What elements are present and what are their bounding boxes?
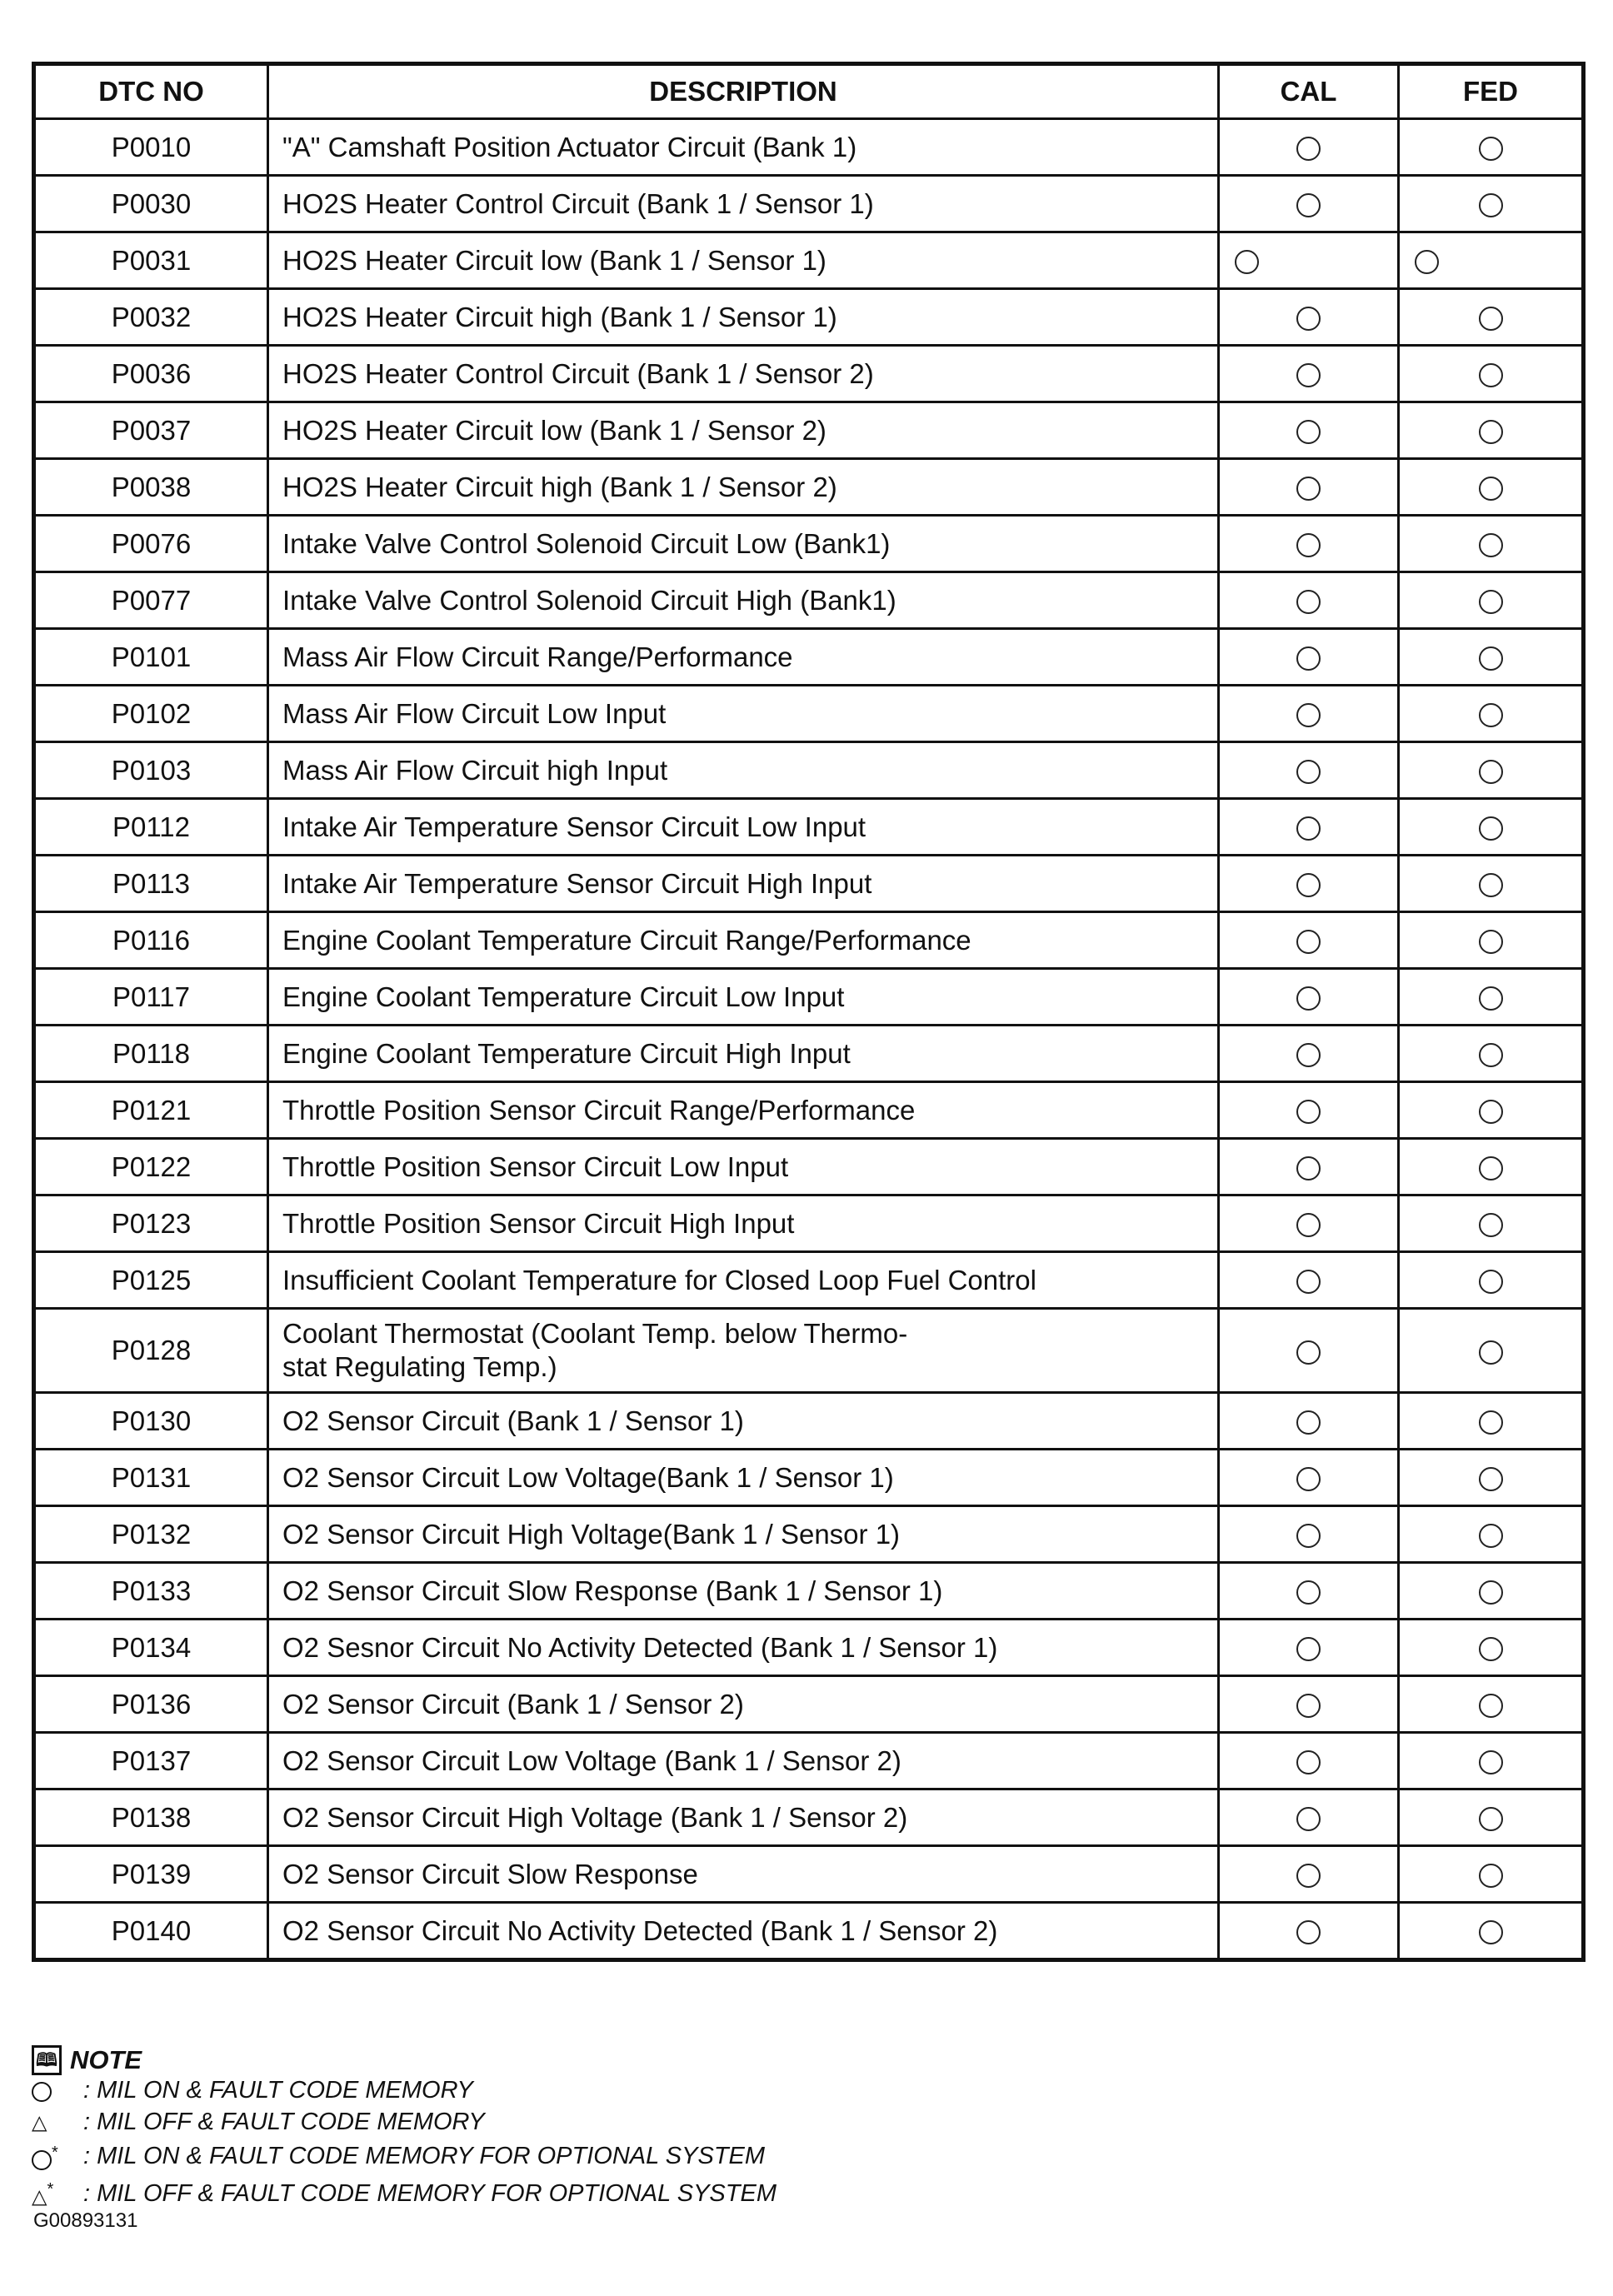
circle-mark-icon: [1235, 250, 1259, 274]
cal-mark-cell: [1219, 1676, 1399, 1733]
table-row: [34, 232, 1584, 289]
cal-mark-cell: [1219, 686, 1399, 742]
description-cell: Coolant Thermostat (Coolant Temp. below Thermo- stat Regulating Temp.): [268, 1309, 1219, 1393]
fed-mark-cell: [1399, 1620, 1584, 1676]
circle-mark-icon: [1479, 1156, 1503, 1180]
circle-mark-icon: [1479, 1100, 1503, 1124]
circle-mark-icon: [1296, 1807, 1321, 1831]
table-row: [34, 799, 1584, 856]
fed-mark-cell: [1399, 1733, 1584, 1789]
cal-mark-cell: [1219, 1846, 1399, 1903]
table-row: [34, 459, 1584, 516]
header-dtc-no: DTC NO: [34, 64, 268, 119]
description-cell: O2 Sensor Circuit Slow Response: [268, 1846, 1219, 1903]
table-row: [34, 1252, 1584, 1309]
fed-mark-cell: [1399, 1026, 1584, 1082]
description-cell: Mass Air Flow Circuit Low Input: [268, 686, 1219, 742]
cal-mark-cell: [1219, 459, 1399, 516]
dtc-code-cell: P0131: [34, 1450, 268, 1506]
circle-mark-icon: [1296, 1524, 1321, 1548]
table-row: [34, 346, 1584, 402]
description-cell: O2 Sensor Circuit No Activity Detected (Bank 1 / Sensor 2): [268, 1903, 1219, 1960]
cal-mark-cell: [1219, 176, 1399, 232]
table-body: [34, 119, 1584, 1960]
fed-mark-cell: [1399, 969, 1584, 1026]
circle-mark-icon: [1296, 646, 1321, 671]
description-cell: Engine Coolant Temperature Circuit Range/Performance: [268, 912, 1219, 969]
table-row: [34, 1506, 1584, 1563]
circle-mark-icon: [1479, 1580, 1503, 1605]
cal-mark-cell: [1219, 1789, 1399, 1846]
table-row: [34, 516, 1584, 572]
circle-mark-icon: [1479, 477, 1503, 501]
description-cell: O2 Sensor Circuit (Bank 1 / Sensor 2): [268, 1676, 1219, 1733]
circle-mark-icon: [1296, 1270, 1321, 1294]
circle-mark-icon: [1296, 986, 1321, 1011]
cal-mark-cell: [1219, 1026, 1399, 1082]
circle-mark-icon: [1296, 703, 1321, 727]
cal-mark-cell: [1219, 912, 1399, 969]
description-cell: HO2S Heater Circuit low (Bank 1 / Sensor 2): [268, 402, 1219, 459]
circle-mark-icon: [1479, 1524, 1503, 1548]
circle-mark-icon: [1479, 590, 1503, 614]
cal-mark-cell: [1219, 1903, 1399, 1960]
cal-mark-cell: [1219, 1733, 1399, 1789]
description-cell: HO2S Heater Control Circuit (Bank 1 / Sensor 2): [268, 346, 1219, 402]
circle-mark-icon: [1479, 1340, 1503, 1365]
dtc-code-cell: P0130: [34, 1393, 268, 1450]
circle-mark-icon: [1479, 420, 1503, 444]
header-cal: CAL: [1219, 64, 1399, 119]
table-row: [34, 1846, 1584, 1903]
cal-mark-cell: [1219, 402, 1399, 459]
description-cell: Throttle Position Sensor Circuit Range/Performance: [268, 1082, 1219, 1139]
circle-mark-icon: [1479, 1213, 1503, 1237]
legend-text: : MIL ON & FAULT CODE MEMORY FOR OPTIONAL SYSTEM: [83, 2142, 766, 2169]
circle-mark-icon: [1479, 307, 1503, 331]
triangle-symbol-icon: △*: [32, 2180, 54, 2209]
dtc-code-cell: P0076: [34, 516, 268, 572]
table-row: [34, 742, 1584, 799]
circle-mark-icon: [1479, 1750, 1503, 1774]
table-row: [34, 1393, 1584, 1450]
circle-mark-icon: [1479, 873, 1503, 897]
circle-mark-icon: [1296, 1467, 1321, 1491]
fed-mark-cell: [1399, 176, 1584, 232]
cal-mark-cell: [1219, 572, 1399, 629]
circle-mark-icon: [1296, 477, 1321, 501]
book-icon: 🕮: [32, 2045, 62, 2075]
dtc-code-cell: P0137: [34, 1733, 268, 1789]
cal-mark-cell: [1219, 516, 1399, 572]
circle-mark-icon: [1296, 1750, 1321, 1774]
fed-mark-cell: [1399, 1563, 1584, 1620]
dtc-code-cell: P0134: [34, 1620, 268, 1676]
legend-item: [32, 2138, 1198, 2174]
description-cell: "A" Camshaft Position Actuator Circuit (Bank 1): [268, 119, 1219, 176]
circle-mark-icon: [1296, 1864, 1321, 1888]
cal-mark-cell: [1219, 289, 1399, 346]
fed-mark-cell: [1399, 856, 1584, 912]
description-cell: O2 Sensor Circuit High Voltage (Bank 1 / Sensor 2): [268, 1789, 1219, 1846]
legend-item: [32, 2075, 1198, 2106]
table-row: [34, 1309, 1584, 1393]
table-row: [34, 572, 1584, 629]
circle-mark-icon: [1479, 1920, 1503, 1944]
header-description: DESCRIPTION: [268, 64, 1219, 119]
cal-mark-cell: [1219, 1450, 1399, 1506]
cal-mark-cell: [1219, 1506, 1399, 1563]
description-cell: O2 Sesnor Circuit No Activity Detected (Bank 1 / Sensor 1): [268, 1620, 1219, 1676]
cal-mark-cell: [1219, 1393, 1399, 1450]
circle-mark-icon: [1296, 816, 1321, 841]
fed-mark-cell: [1399, 232, 1584, 289]
cal-mark-cell: [1219, 1563, 1399, 1620]
fed-mark-cell: [1399, 686, 1584, 742]
table-row: [34, 1082, 1584, 1139]
circle-mark-icon: [1296, 307, 1321, 331]
legend-item: [32, 2106, 1198, 2138]
dtc-code-cell: P0118: [34, 1026, 268, 1082]
table-row: [34, 686, 1584, 742]
header-fed: FED: [1399, 64, 1584, 119]
dtc-code-cell: P0128: [34, 1309, 268, 1393]
circle-mark-icon: [1296, 1920, 1321, 1944]
cal-mark-cell: [1219, 346, 1399, 402]
cal-mark-cell: [1219, 1620, 1399, 1676]
fed-mark-cell: [1399, 742, 1584, 799]
circle-mark-icon: [1296, 1637, 1321, 1661]
dtc-code-cell: P0117: [34, 969, 268, 1026]
circle-mark-icon: [1479, 930, 1503, 954]
circle-mark-icon: [1296, 590, 1321, 614]
table-row: [34, 1676, 1584, 1733]
circle-mark-icon: [1479, 193, 1503, 217]
circle-mark-icon: [1296, 193, 1321, 217]
fed-mark-cell: [1399, 1789, 1584, 1846]
cal-mark-cell: [1219, 1195, 1399, 1252]
dtc-code-cell: P0138: [34, 1789, 268, 1846]
description-cell: O2 Sensor Circuit Low Voltage(Bank 1 / Sensor 1): [268, 1450, 1219, 1506]
fed-mark-cell: [1399, 1450, 1584, 1506]
fed-mark-cell: [1399, 1195, 1584, 1252]
table-row: [34, 1026, 1584, 1082]
description-cell: Engine Coolant Temperature Circuit Low Input: [268, 969, 1219, 1026]
circle-mark-icon: [1296, 1156, 1321, 1180]
dtc-code-cell: P0038: [34, 459, 268, 516]
fed-mark-cell: [1399, 1903, 1584, 1960]
triangle-symbol-icon: △: [32, 2111, 47, 2134]
dtc-code-cell: P0132: [34, 1506, 268, 1563]
fed-mark-cell: [1399, 629, 1584, 686]
circle-symbol-icon: *: [32, 2138, 83, 2174]
legend-text: : MIL OFF & FAULT CODE MEMORY: [83, 2108, 485, 2135]
circle-mark-icon: [1479, 1694, 1503, 1718]
circle-mark-icon: [1296, 760, 1321, 784]
table-row: [34, 176, 1584, 232]
dtc-code-cell: P0140: [34, 1903, 268, 1960]
fed-mark-cell: [1399, 1139, 1584, 1195]
circle-mark-icon: [1296, 1580, 1321, 1605]
legend-text: : MIL OFF & FAULT CODE MEMORY FOR OPTIONAL SYSTEM: [83, 2179, 777, 2207]
circle-mark-icon: [1296, 873, 1321, 897]
description-cell: Mass Air Flow Circuit high Input: [268, 742, 1219, 799]
dtc-code-cell: P0133: [34, 1563, 268, 1620]
description-cell: Throttle Position Sensor Circuit High Input: [268, 1195, 1219, 1252]
description-cell: Mass Air Flow Circuit Range/Performance: [268, 629, 1219, 686]
description-cell: Insufficient Coolant Temperature for Closed Loop Fuel Control: [268, 1252, 1219, 1309]
fed-mark-cell: [1399, 1309, 1584, 1393]
table-header-row: [34, 64, 1584, 119]
cal-mark-cell: [1219, 1082, 1399, 1139]
table-row: [34, 402, 1584, 459]
cal-mark-cell: [1219, 629, 1399, 686]
table-row: [34, 1620, 1584, 1676]
dtc-code-cell: P0032: [34, 289, 268, 346]
description-cell: O2 Sensor Circuit (Bank 1 / Sensor 1): [268, 1393, 1219, 1450]
cal-mark-cell: [1219, 742, 1399, 799]
circle-mark-icon: [1479, 1637, 1503, 1661]
figure-id: G00893131: [33, 2209, 138, 2232]
fed-mark-cell: [1399, 1082, 1584, 1139]
table-row: [34, 1789, 1584, 1846]
table-row: [34, 1450, 1584, 1506]
fed-mark-cell: [1399, 1846, 1584, 1903]
dtc-code-cell: P0122: [34, 1139, 268, 1195]
cal-mark-cell: [1219, 856, 1399, 912]
fed-mark-cell: [1399, 572, 1584, 629]
fed-mark-cell: [1399, 402, 1584, 459]
table-row: [34, 1139, 1584, 1195]
circle-mark-icon: [1296, 1213, 1321, 1237]
description-cell: HO2S Heater Circuit high (Bank 1 / Sensor 1): [268, 289, 1219, 346]
dtc-code-cell: P0101: [34, 629, 268, 686]
circle-mark-icon: [1479, 1807, 1503, 1831]
legend-text: : MIL ON & FAULT CODE MEMORY: [83, 2077, 473, 2104]
circle-mark-icon: [1296, 1410, 1321, 1435]
table-row: [34, 912, 1584, 969]
circle-mark-icon: [1479, 137, 1503, 161]
circle-mark-icon: [1479, 1270, 1503, 1294]
circle-mark-icon: [1296, 1100, 1321, 1124]
dtc-code-cell: P0102: [34, 686, 268, 742]
fed-mark-cell: [1399, 346, 1584, 402]
table-row: [34, 1563, 1584, 1620]
description-cell: HO2S Heater Circuit high (Bank 1 / Sensor 2): [268, 459, 1219, 516]
dtc-code-cell: P0113: [34, 856, 268, 912]
circle-mark-icon: [1415, 250, 1439, 274]
description-cell: Engine Coolant Temperature Circuit High Input: [268, 1026, 1219, 1082]
circle-mark-icon: [1479, 1043, 1503, 1067]
cal-mark-cell: [1219, 799, 1399, 856]
fed-mark-cell: [1399, 516, 1584, 572]
dtc-code-cell: P0121: [34, 1082, 268, 1139]
cal-mark-cell: [1219, 119, 1399, 176]
circle-mark-icon: [1479, 1864, 1503, 1888]
dtc-code-cell: P0031: [34, 232, 268, 289]
circle-mark-icon: [1479, 1467, 1503, 1491]
cal-mark-cell: [1219, 1309, 1399, 1393]
circle-mark-icon: [1296, 420, 1321, 444]
fed-mark-cell: [1399, 799, 1584, 856]
dtc-code-cell: P0037: [34, 402, 268, 459]
fed-mark-cell: [1399, 1676, 1584, 1733]
cal-mark-cell: [1219, 969, 1399, 1026]
dtc-table: [32, 62, 1586, 1962]
cal-mark-cell: [1219, 1139, 1399, 1195]
dtc-code-cell: P0103: [34, 742, 268, 799]
fed-mark-cell: [1399, 459, 1584, 516]
fed-mark-cell: [1399, 1393, 1584, 1450]
note-heading: [32, 2044, 1198, 2075]
legend-item: [32, 2174, 1198, 2212]
dtc-code-cell: P0036: [34, 346, 268, 402]
dtc-code-cell: P0010: [34, 119, 268, 176]
table-row: [34, 1903, 1584, 1960]
note-title: NOTE: [70, 2045, 142, 2074]
circle-mark-icon: [1479, 986, 1503, 1011]
table-row: [34, 629, 1584, 686]
description-cell: Intake Valve Control Solenoid Circuit Low (Bank1): [268, 516, 1219, 572]
table-row: [34, 1195, 1584, 1252]
description-cell: Intake Air Temperature Sensor Circuit High Input: [268, 856, 1219, 912]
cal-mark-cell: [1219, 232, 1399, 289]
description-cell: Throttle Position Sensor Circuit Low Input: [268, 1139, 1219, 1195]
dtc-code-cell: P0123: [34, 1195, 268, 1252]
description-cell: Intake Air Temperature Sensor Circuit Low Input: [268, 799, 1219, 856]
circle-mark-icon: [1479, 1410, 1503, 1435]
table-row: [34, 1733, 1584, 1789]
fed-mark-cell: [1399, 1506, 1584, 1563]
description-cell: HO2S Heater Control Circuit (Bank 1 / Sensor 1): [268, 176, 1219, 232]
table-row: [34, 969, 1584, 1026]
description-cell: O2 Sensor Circuit Slow Response (Bank 1 / Sensor 1): [268, 1563, 1219, 1620]
fed-mark-cell: [1399, 119, 1584, 176]
circle-mark-icon: [1296, 1694, 1321, 1718]
circle-mark-icon: [1479, 646, 1503, 671]
description-cell: O2 Sensor Circuit High Voltage(Bank 1 / Sensor 1): [268, 1506, 1219, 1563]
circle-mark-icon: [1479, 533, 1503, 557]
circle-mark-icon: [1479, 363, 1503, 387]
circle-symbol-icon: [32, 2075, 83, 2106]
note-section: [32, 2044, 1198, 2213]
circle-mark-icon: [1296, 137, 1321, 161]
cal-mark-cell: [1219, 1252, 1399, 1309]
dtc-code-cell: P0030: [34, 176, 268, 232]
table-row: [34, 119, 1584, 176]
fed-mark-cell: [1399, 1252, 1584, 1309]
circle-mark-icon: [1296, 363, 1321, 387]
dtc-code-cell: P0125: [34, 1252, 268, 1309]
circle-mark-icon: [1479, 816, 1503, 841]
description-cell: O2 Sensor Circuit Low Voltage (Bank 1 / Sensor 2): [268, 1733, 1219, 1789]
table-row: [34, 289, 1584, 346]
circle-mark-icon: [1296, 1043, 1321, 1067]
dtc-code-cell: P0116: [34, 912, 268, 969]
circle-mark-icon: [1296, 533, 1321, 557]
table-row: [34, 856, 1584, 912]
dtc-code-cell: P0136: [34, 1676, 268, 1733]
fed-mark-cell: [1399, 289, 1584, 346]
dtc-code-cell: P0077: [34, 572, 268, 629]
circle-mark-icon: [1479, 760, 1503, 784]
dtc-code-cell: P0139: [34, 1846, 268, 1903]
description-cell: HO2S Heater Circuit low (Bank 1 / Sensor 1): [268, 232, 1219, 289]
circle-mark-icon: [1296, 930, 1321, 954]
circle-mark-icon: [1479, 703, 1503, 727]
fed-mark-cell: [1399, 912, 1584, 969]
legend-list: [32, 2075, 1198, 2213]
circle-mark-icon: [1296, 1340, 1321, 1365]
description-cell: Intake Valve Control Solenoid Circuit High (Bank1): [268, 572, 1219, 629]
dtc-code-cell: P0112: [34, 799, 268, 856]
